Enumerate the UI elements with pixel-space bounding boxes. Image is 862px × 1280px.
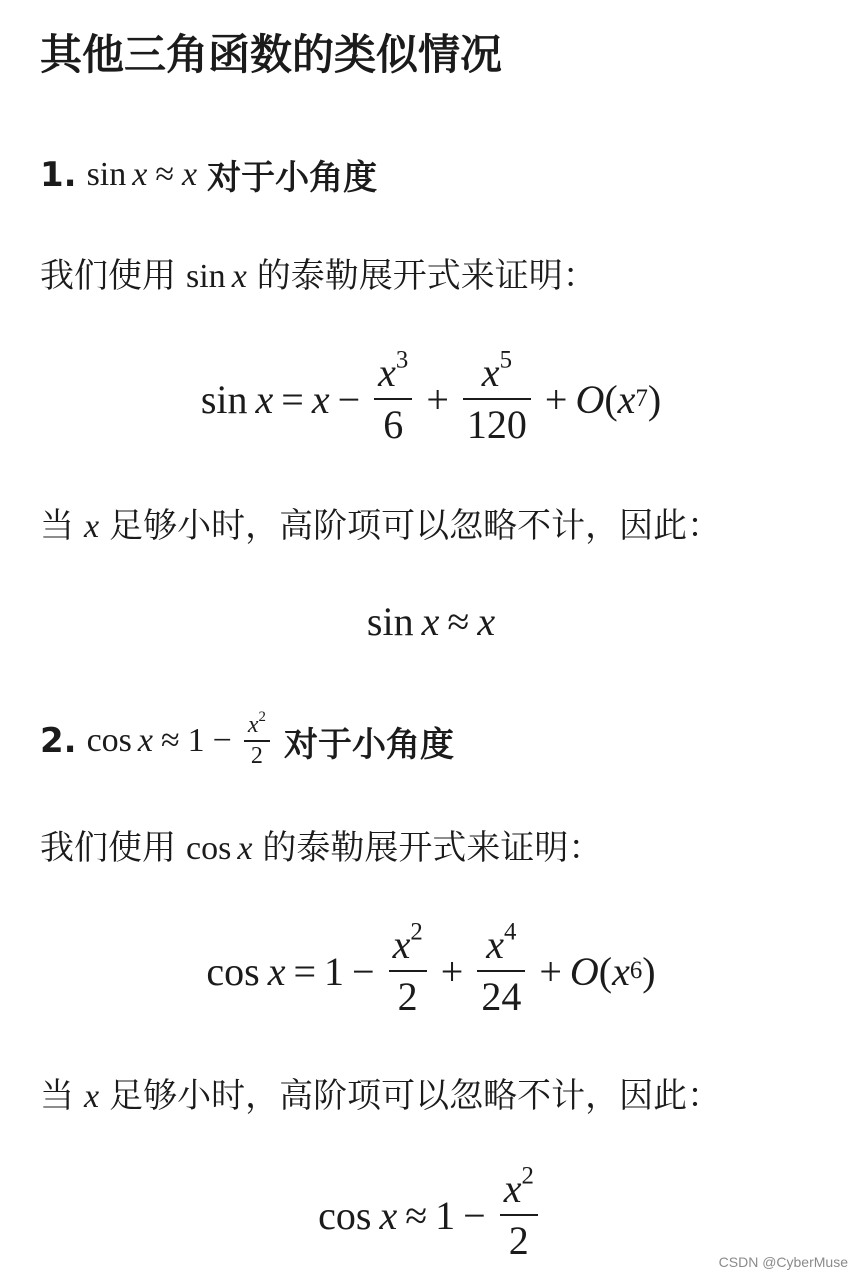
math-x: x xyxy=(182,155,198,193)
math-x: x xyxy=(477,598,496,644)
intro-prefix: 我们使用 xyxy=(40,828,176,868)
denominator: 2 xyxy=(397,974,418,1019)
fraction-x5-over-120 xyxy=(463,346,531,447)
math-cos: cos xyxy=(86,722,132,759)
math-x: x xyxy=(267,948,286,994)
math-equals: = xyxy=(293,948,317,994)
math-x: x xyxy=(132,155,148,193)
math-approx: ≈ xyxy=(155,155,175,193)
intro-suffix: 的泰勒展开式来证明： xyxy=(262,828,603,868)
math-x: x xyxy=(255,376,274,422)
fraction-x3-over-6 xyxy=(374,346,412,447)
heading-text: 对于小角度 xyxy=(207,158,378,198)
math-sin: sin xyxy=(86,155,127,193)
intro-suffix: 的泰勒展开式来证明： xyxy=(256,256,597,296)
math-equals: = xyxy=(281,376,304,422)
math-x: x xyxy=(84,1078,100,1115)
math-x: x xyxy=(137,722,153,759)
denominator: 2 xyxy=(250,742,263,769)
denominator: 120 xyxy=(466,402,527,447)
section-1-conclusion xyxy=(40,498,721,547)
math-minus: − xyxy=(212,722,232,759)
math-x: x xyxy=(379,1192,398,1238)
math-x: x xyxy=(378,350,396,395)
conclusion-prefix: 当 xyxy=(40,1076,74,1116)
section-1-intro xyxy=(40,248,597,297)
math-approx: ≈ xyxy=(161,722,180,759)
math-cos: cos xyxy=(318,1192,372,1238)
fraction-x2-over-2 xyxy=(500,1162,538,1263)
section-2-intro xyxy=(40,820,602,869)
math-plus: + xyxy=(440,948,464,994)
exponent: 2 xyxy=(521,1162,534,1190)
math-approx: ≈ xyxy=(447,598,470,644)
fraction-x4-over-24 xyxy=(477,918,525,1019)
math-sin: sin xyxy=(200,376,248,422)
math-x: x xyxy=(486,922,504,967)
math-x: x xyxy=(617,376,636,422)
math-rparen: ) xyxy=(647,376,662,422)
math-x: x xyxy=(503,1166,522,1211)
math-plus: + xyxy=(539,948,562,994)
math-big-o: O xyxy=(569,948,599,994)
math-rparen: ) xyxy=(642,948,656,994)
math-x: x xyxy=(421,598,440,644)
math-one: 1 xyxy=(324,948,345,994)
exponent: 3 xyxy=(395,346,409,374)
math-big-o: O xyxy=(575,376,605,422)
math-x: x xyxy=(247,712,259,739)
exponent: 2 xyxy=(258,708,266,725)
sin-taylor-equation: sin x = x − $\frac{x^3}{6}$ + $\frac{x^5}{120}$ + O ( x 7 ) xyxy=(200,346,662,447)
fraction-x2-over-2 xyxy=(244,708,270,769)
math-x: x xyxy=(231,258,247,295)
csdn-watermark: CSDN @CyberMuse xyxy=(718,1254,848,1270)
math-lparen: ( xyxy=(598,948,613,994)
cos-taylor-equation: cos x = 1 − $\frac{x^2}{2}$ + $\frac{x^4}{24}$ + O ( x 6 ) xyxy=(206,918,656,1019)
math-cos: cos xyxy=(186,830,232,867)
heading-text: 对于小角度 xyxy=(283,724,454,765)
section-1-heading xyxy=(40,150,377,199)
math-minus: − xyxy=(463,1192,486,1238)
exponent: 4 xyxy=(504,918,517,946)
section-number: 2. xyxy=(40,721,77,761)
conclusion-suffix: 足够小时，高阶项可以忽略不计，因此： xyxy=(109,506,722,546)
math-x: x xyxy=(237,830,253,867)
math-plus: + xyxy=(426,376,449,422)
sin-approx-equation xyxy=(0,592,862,650)
fraction-x2-over-2 xyxy=(389,918,427,1019)
conclusion-suffix: 足够小时，高阶项可以忽略不计，因此： xyxy=(109,1076,722,1116)
section-number: 1. xyxy=(40,154,77,195)
math-sin: sin xyxy=(186,258,226,295)
math-cos: cos xyxy=(206,948,260,994)
section-2-conclusion xyxy=(40,1068,721,1117)
section-2-heading xyxy=(40,706,454,776)
page-title: 其他三角函数的类似情况 xyxy=(40,30,503,79)
math-plus: + xyxy=(544,376,568,422)
math-one: 1 xyxy=(435,1192,456,1238)
exponent: 2 xyxy=(410,918,423,946)
intro-prefix: 我们使用 xyxy=(40,256,176,296)
denominator: 2 xyxy=(508,1218,529,1263)
conclusion-prefix: 当 xyxy=(40,506,74,546)
math-approx: ≈ xyxy=(405,1192,428,1238)
math-minus: − xyxy=(337,376,361,422)
exponent: 5 xyxy=(499,346,512,374)
math-x: x xyxy=(481,350,500,395)
math-minus: − xyxy=(352,948,375,994)
math-x: x xyxy=(84,508,100,545)
denominator: 6 xyxy=(383,402,404,447)
denominator: 24 xyxy=(481,974,522,1019)
math-x: x xyxy=(392,922,411,967)
math-x: x xyxy=(612,948,630,994)
math-x: x xyxy=(311,376,330,422)
math-sin: sin xyxy=(366,598,414,644)
math-lparen: ( xyxy=(604,376,618,422)
math-one: 1 xyxy=(187,722,205,759)
